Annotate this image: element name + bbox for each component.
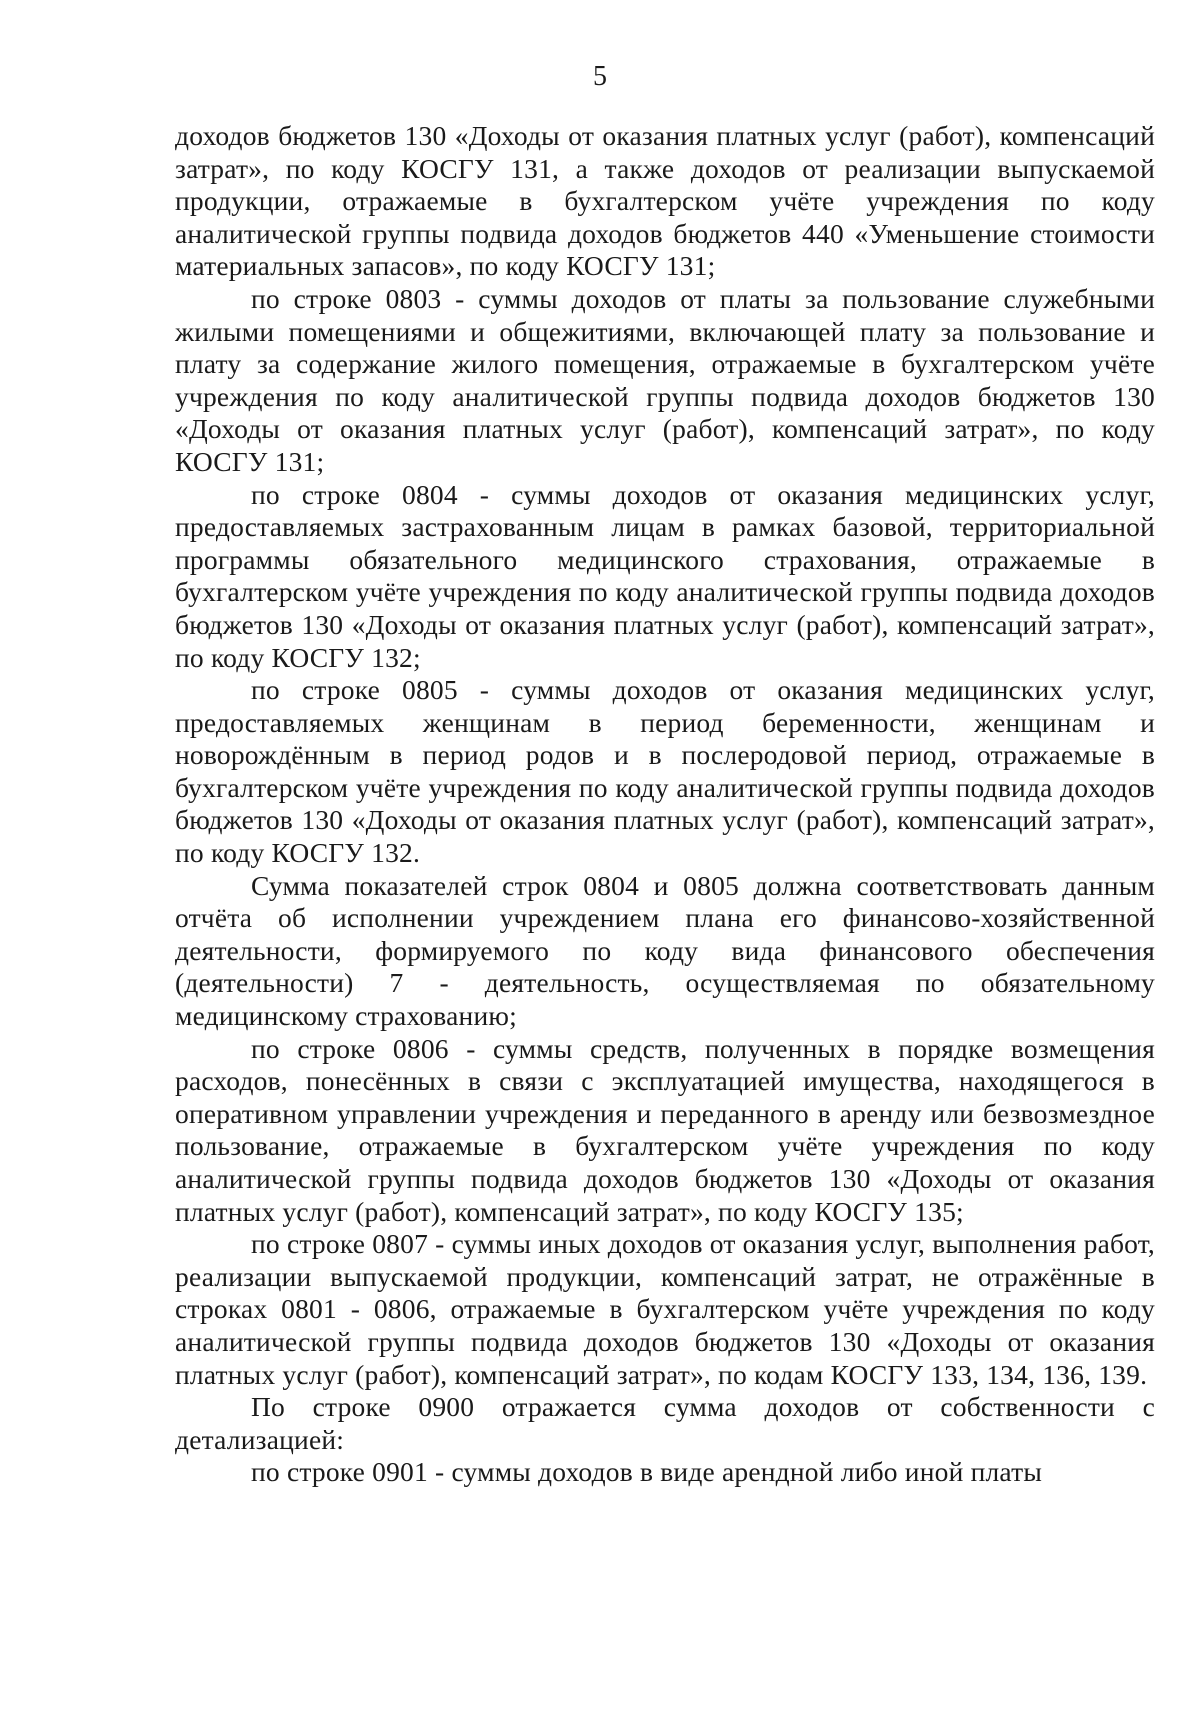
paragraph-line-0805: по строке 0805 - суммы доходов от оказания медицинских услуг, предоставляемых женщинам в период беременности, женщинам и новорождённым в период родов и в послеродовой период, отражаемые в бухгалтерском учёте учреждения по коду аналитической группы подвида доходов бюджетов 130 «Доходы от оказания платных услуг (работ), компенсаций затрат», по коду КОСГУ 132.: [175, 674, 1155, 869]
paragraph-line-0900: По строке 0900 отражается сумма доходов от собственности с детализацией:: [175, 1391, 1155, 1455]
paragraph-line-0806: по строке 0806 - суммы средств, полученных в порядке возмещения расходов, понесённых в связи с эксплуатацией имущества, находящегося в оперативном управлении учреждения и переданного в аренду или безвозмездное пользование, отражаемые в бухгалтерском учёте учреждения по коду аналитической группы подвида доходов бюджетов 130 «Доходы от оказания платных услуг (работ), компенсаций затрат», по коду КОСГУ 135;: [175, 1032, 1155, 1227]
paragraph-sum-0804-0805: Сумма показателей строк 0804 и 0805 должна соответствовать данным отчёта об исполнении учреждением плана его финансово-хозяйственной деятельности, формируемого по коду вида финансового обеспечения (деятельности) 7 - деятельность, осуществляемая по обязательному медицинскому страхованию;: [175, 869, 1155, 1032]
paragraph-line-0803: по строке 0803 - суммы доходов от платы за пользование служебными жилыми помещениями и общежитиями, включающей плату за пользование и плату за содержание жилого помещения, отражаемые в бухгалтерском учёте учреждения по коду аналитической группы подвида доходов бюджетов 130 «Доходы от оказания платных услуг (работ), компенсаций затрат», по коду КОСГУ 131;: [175, 282, 1155, 477]
document-body: [175, 120, 1155, 1489]
paragraph-line-0901: по строке 0901 - суммы доходов в виде арендной либо иной платы: [251, 1456, 1042, 1488]
paragraph-continuation: доходов бюджетов 130 «Доходы от оказания платных услуг (работ), компенсаций затрат», по коду КОСГУ 131, а также доходов от реализации выпускаемой продукции, отражаемые в бухгалтерском учёте учреждения по коду аналитической группы подвида доходов бюджетов 440 «Уменьшение стоимости материальных запасов», по коду КОСГУ 131;: [175, 120, 1155, 282]
paragraph-line-0807: по строке 0807 - суммы иных доходов от оказания услуг, выполнения работ, реализации выпускаемой продукции, компенсаций затрат, не отражённые в строках 0801 - 0806, отражаемые в бухгалтерском учёте учреждения по коду аналитической группы подвида доходов бюджетов 130 «Доходы от оказания платных услуг (работ), компенсаций затрат», по кодам КОСГУ 133, 134, 136, 139.: [175, 1228, 1155, 1390]
page-number: 5: [593, 61, 607, 92]
paragraph-line-0804: по строке 0804 - суммы доходов от оказания медицинских услуг, предоставляемых застрахованным лицам в рамках базовой, территориальной программы обязательного медицинского страхования, отражаемые в бухгалтерском учёте учреждения по коду аналитической группы подвида доходов бюджетов 130 «Доходы от оказания платных услуг (работ), компенсаций затрат», по коду КОСГУ 132;: [175, 478, 1155, 673]
